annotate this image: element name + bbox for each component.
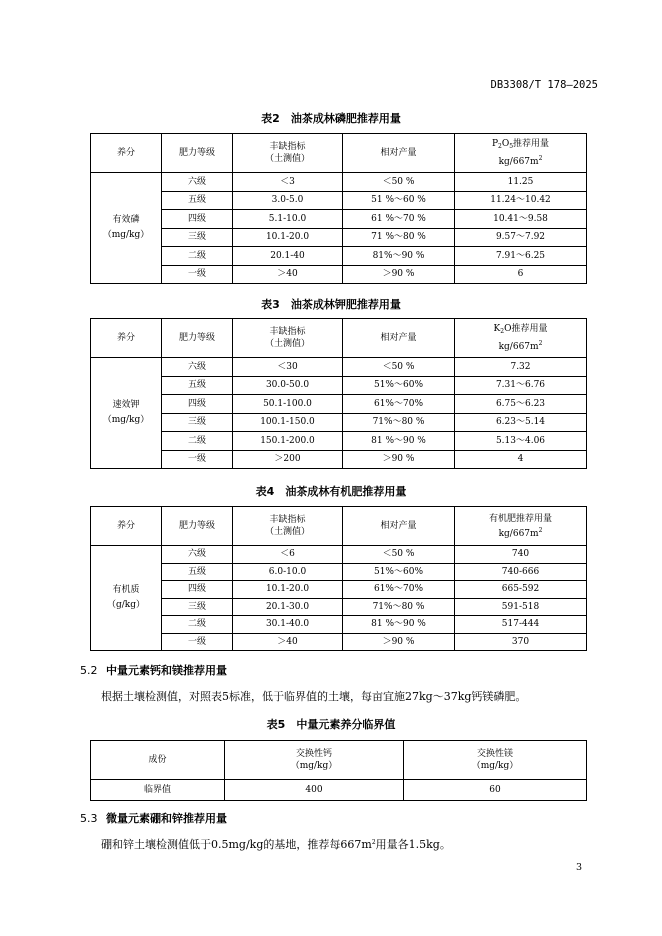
table2-cell-grade: 五级	[162, 191, 233, 210]
table2-cell-indicator: 5.1-10.0	[233, 210, 343, 229]
table2-cell-indicator: ＞40	[233, 265, 343, 284]
table3-caption: 表3 油茶成林钾肥推荐用量	[261, 298, 401, 311]
table-row	[91, 598, 587, 616]
table2-cell-yield: 51 %～60 %	[343, 191, 455, 210]
table2-cell-grade: 四级	[162, 210, 233, 229]
table-row	[91, 616, 587, 634]
table5-header-calcium: 交换性钙 （mg/kg）	[225, 741, 404, 780]
table-row	[91, 780, 587, 801]
table4-cell-amount: 517-444	[455, 616, 587, 634]
table4-cell-amount: 591-518	[455, 598, 587, 616]
table2-cell-grade: 六级	[162, 173, 233, 192]
table3-header-grade: 肥力等级	[162, 319, 233, 358]
table4-cell-yield: 51%～60%	[343, 563, 455, 581]
table4-cell-yield: ＜50 %	[343, 546, 455, 564]
table5-caption: 表5 中量元素养分临界值	[266, 718, 396, 731]
table2-cell-indicator: 3.0-5.0	[233, 191, 343, 210]
table2-header-nutrient: 养分	[91, 134, 162, 173]
table4-cell-grade: 四级	[162, 581, 233, 599]
table3-cell-amount: 5.13～4.06	[455, 432, 587, 451]
table2-cell-amount: 11.25	[455, 173, 587, 192]
table2-group-label: 有效磷 （mg/kg）	[91, 173, 162, 284]
table4-cell-indicator: 30.1-40.0	[233, 616, 343, 634]
table4-cell-yield: ＞90 %	[343, 633, 455, 651]
table3-cell-indicator: 100.1-150.0	[233, 413, 343, 432]
table4-cell-amount: 740	[455, 546, 587, 564]
table4-header-recommended: 有机肥推荐用量 $kg/667m^2$	[455, 507, 587, 546]
table2-cell-yield: 81%～90 %	[343, 247, 455, 266]
table2-header-recommended: $P_2O_5$推荐用量 $kg/667m^2$	[455, 134, 587, 173]
table2-cell-amount: 6	[455, 265, 587, 284]
table-row	[91, 581, 587, 599]
table4-cell-grade: 五级	[162, 563, 233, 581]
table4-header-nutrient: 养分	[91, 507, 162, 546]
table3-header-nutrient: 养分	[91, 319, 162, 358]
table-row	[91, 633, 587, 651]
table2-cell-indicator: 10.1-20.0	[233, 228, 343, 247]
table3-cell-indicator: ＞200	[233, 450, 343, 469]
table-row	[91, 563, 587, 581]
table-row	[91, 247, 587, 266]
table4-cell-indicator: ＞40	[233, 633, 343, 651]
table4-cell-indicator: 20.1-30.0	[233, 598, 343, 616]
table-row	[91, 432, 587, 451]
table3-cell-grade: 四级	[162, 395, 233, 414]
table4-cell-indicator: 6.0-10.0	[233, 563, 343, 581]
table3-cell-yield: 51%～60%	[343, 376, 455, 395]
table5-cell-magnesium: 60	[404, 780, 587, 801]
table2-cell-amount: 11.24～10.42	[455, 191, 587, 210]
table2-cell-amount: 7.91～6.25	[455, 247, 587, 266]
section-5-3-heading: 5.3 微量元素硼和锌推荐用量	[80, 812, 227, 825]
table5-cell-label: 临界值	[91, 780, 225, 801]
table3-cell-grade: 二级	[162, 432, 233, 451]
table3-header-indicator: 丰缺指标 （土测值）	[233, 319, 343, 358]
table4-cell-yield: 71%～80 %	[343, 598, 455, 616]
table-row	[91, 413, 587, 432]
page-number: 3	[575, 862, 582, 873]
table2-header-yield: 相对产量	[343, 134, 455, 173]
table2-cell-grade: 二级	[162, 247, 233, 266]
table3-cell-amount: 6.75～6.23	[455, 395, 587, 414]
table3-cell-indicator: 150.1-200.0	[233, 432, 343, 451]
table4-cell-amount: 370	[455, 633, 587, 651]
table2-cell-grade: 一级	[162, 265, 233, 284]
table4-cell-grade: 二级	[162, 616, 233, 634]
table-row	[91, 376, 587, 395]
table-row	[91, 546, 587, 564]
table-row	[91, 265, 587, 284]
table2-cell-indicator: 20.1-40	[233, 247, 343, 266]
table2-cell-indicator: ＜3	[233, 173, 343, 192]
table2-cell-yield: ＜50 %	[343, 173, 455, 192]
table3	[90, 318, 587, 469]
table3-cell-yield: 81 %～90 %	[343, 432, 455, 451]
table3-cell-grade: 三级	[162, 413, 233, 432]
table4-cell-grade: 一级	[162, 633, 233, 651]
table2-cell-yield: 71 %～80 %	[343, 228, 455, 247]
table3-cell-amount: 4	[455, 450, 587, 469]
table-row	[91, 191, 587, 210]
table4-group-label: 有机质 （g/kg）	[91, 546, 162, 651]
table3-cell-indicator: 50.1-100.0	[233, 395, 343, 414]
table3-cell-amount: 6.23～5.14	[455, 413, 587, 432]
table5-header-magnesium: 交换性镁 （mg/kg）	[404, 741, 587, 780]
table3-cell-amount: 7.31～6.76	[455, 376, 587, 395]
table3-cell-yield: ＞90 %	[343, 450, 455, 469]
table4-header-yield: 相对产量	[343, 507, 455, 546]
table3-cell-yield: 71%～80 %	[343, 413, 455, 432]
table4-header-grade: 肥力等级	[162, 507, 233, 546]
table2-header-grade: 肥力等级	[162, 134, 233, 173]
table4	[90, 506, 587, 651]
document-id: DB3308/T 178—2025	[490, 79, 598, 91]
table4-cell-yield: 81 %～90 %	[343, 616, 455, 634]
table2-cell-amount: 10.41～9.58	[455, 210, 587, 229]
table4-cell-grade: 六级	[162, 546, 233, 564]
table2-cell-amount: 9.57～7.92	[455, 228, 587, 247]
table-row	[91, 450, 587, 469]
table4-cell-amount: 665-592	[455, 581, 587, 599]
table2	[90, 133, 587, 284]
table3-group-label: 速效钾 （mg/kg）	[91, 358, 162, 469]
table-row	[91, 358, 587, 377]
table2-cell-grade: 三级	[162, 228, 233, 247]
table-row	[91, 395, 587, 414]
table4-header-indicator: 丰缺指标 （土测值）	[233, 507, 343, 546]
table3-header-yield: 相对产量	[343, 319, 455, 358]
table4-cell-grade: 三级	[162, 598, 233, 616]
table3-cell-grade: 一级	[162, 450, 233, 469]
table2-header-indicator: 丰缺指标 （土测值）	[233, 134, 343, 173]
table2-caption: 表2 油茶成林磷肥推荐用量	[261, 112, 401, 125]
table2-cell-yield: ＞90 %	[343, 265, 455, 284]
table5-header-component: 成份	[91, 741, 225, 780]
table3-cell-yield: ＜50 %	[343, 358, 455, 377]
table3-cell-amount: 7.32	[455, 358, 587, 377]
table4-caption: 表4 油茶成林有机肥推荐用量	[255, 485, 407, 498]
section-5-2-heading: 5.2 中量元素钙和镁推荐用量	[80, 664, 227, 677]
table3-header-recommended: $K_2O$推荐用量 $kg/667m^2$	[455, 319, 587, 358]
table5	[90, 740, 587, 801]
table2-cell-yield: 61 %～70 %	[343, 210, 455, 229]
table4-cell-indicator: ＜6	[233, 546, 343, 564]
table3-cell-indicator: ＜30	[233, 358, 343, 377]
table-row	[91, 173, 587, 192]
table-row	[91, 210, 587, 229]
table3-cell-yield: 61%～70%	[343, 395, 455, 414]
table4-cell-yield: 61%～70%	[343, 581, 455, 599]
table5-cell-calcium: 400	[225, 780, 404, 801]
table3-cell-indicator: 30.0-50.0	[233, 376, 343, 395]
section-5-2-paragraph: 根据土壤检测值，对照表5标准，低于临界值的土壤，每亩宜施27kg～37kg钙镁磷肥。	[101, 690, 527, 703]
section-5-3-paragraph: 硼和锌土壤检测值低于0.5mg/kg的基地，推荐每$667m^2$用量各1.5kg。	[101, 838, 451, 851]
table3-cell-grade: 五级	[162, 376, 233, 395]
table4-cell-indicator: 10.1-20.0	[233, 581, 343, 599]
table4-cell-amount: 740-666	[455, 563, 587, 581]
table-row	[91, 228, 587, 247]
table3-cell-grade: 六级	[162, 358, 233, 377]
